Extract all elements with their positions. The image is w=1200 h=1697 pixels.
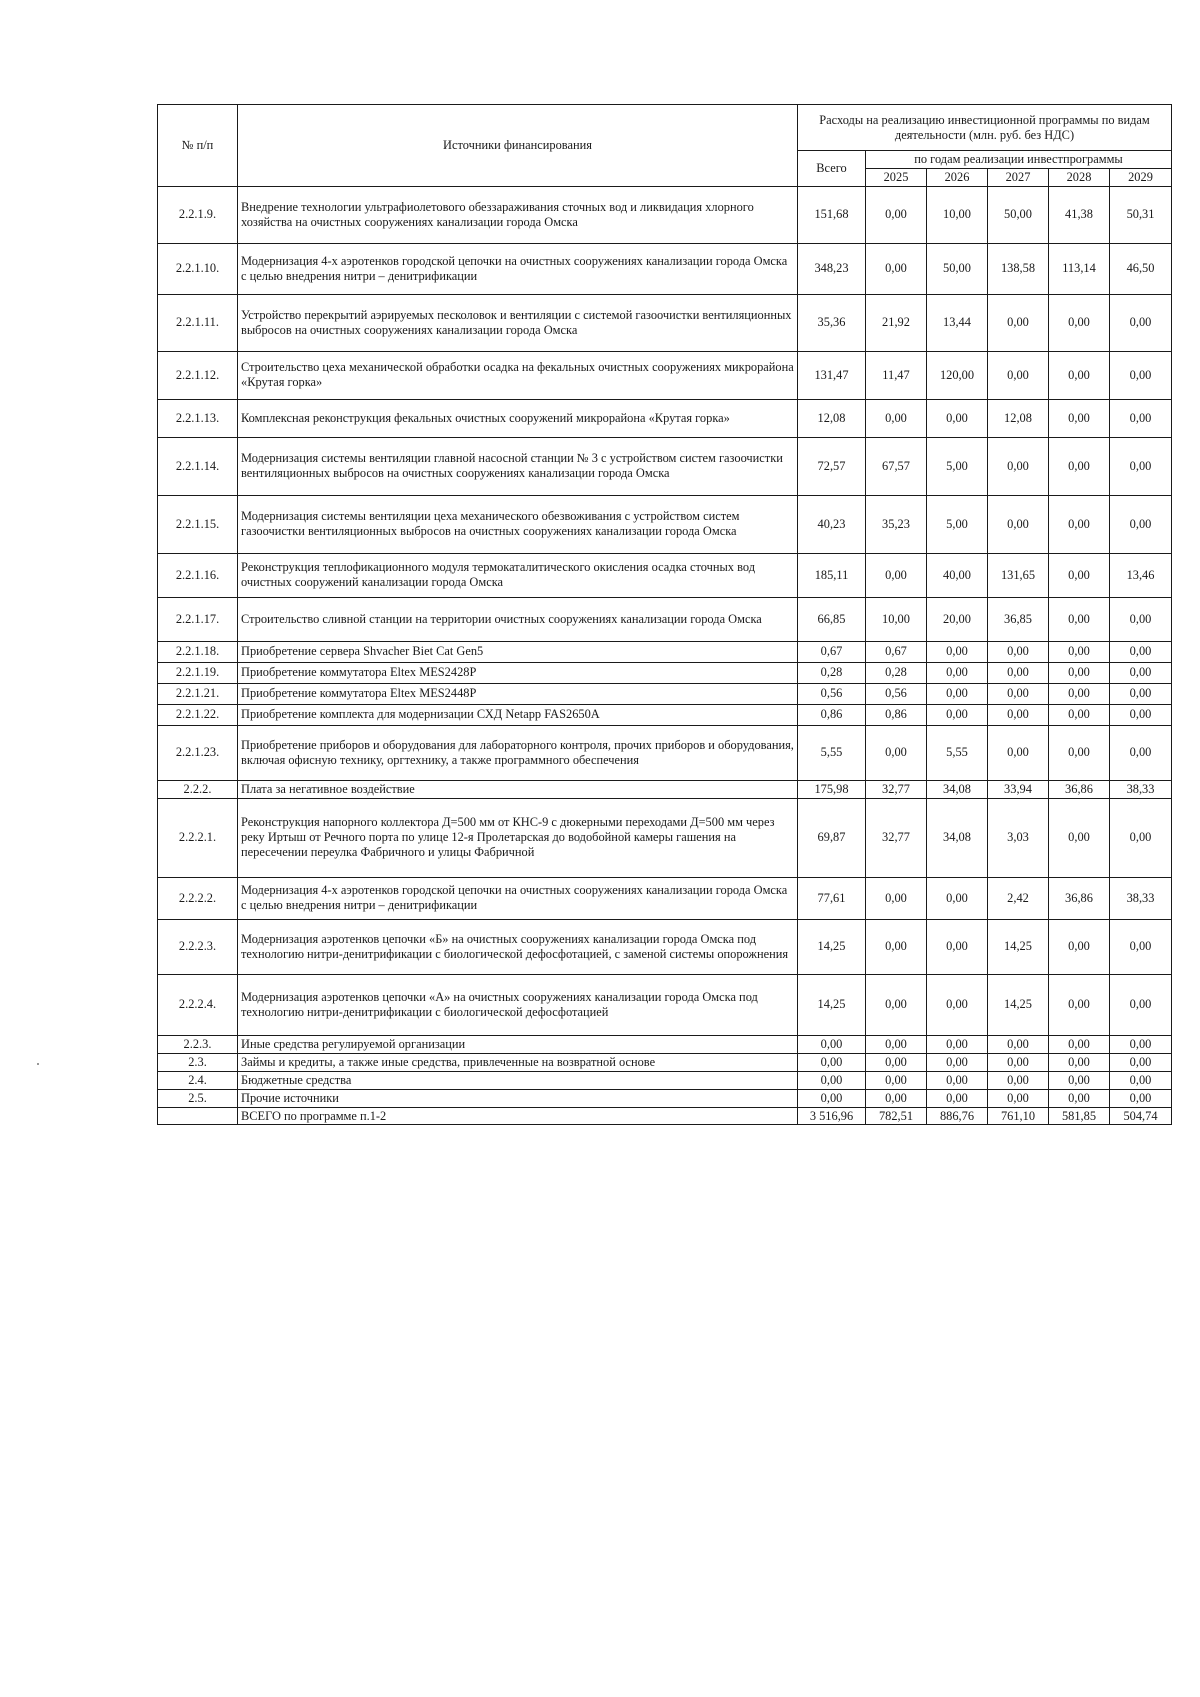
row-number: 2.2.1.21. (158, 683, 238, 704)
row-year-value: 0,00 (1110, 919, 1172, 974)
row-year-value: 0,00 (988, 1053, 1049, 1071)
scan-speck (37, 1063, 39, 1065)
row-year-value: 0,00 (927, 641, 988, 662)
row-year-value: 0,00 (1049, 495, 1110, 553)
row-total-value: 0,28 (798, 662, 866, 683)
row-year-value: 0,00 (988, 1089, 1049, 1107)
row-year-value: 20,00 (927, 597, 988, 641)
row-year-value: 13,46 (1110, 553, 1172, 597)
row-total-value: 77,61 (798, 877, 866, 919)
row-year-value: 0,00 (1049, 662, 1110, 683)
row-year-value: 0,00 (1110, 597, 1172, 641)
row-year-value: 0,00 (1110, 399, 1172, 437)
row-source: Модернизация аэротенков цепочки «А» на очистных сооружениях канализации города Омска под технологию нитри-денитрификации с биологической дефосфотацией (238, 974, 798, 1035)
row-year-value: 0,00 (1110, 798, 1172, 877)
row-year-value: 0,00 (1049, 437, 1110, 495)
row-source: Внедрение технологии ультрафиолетового обеззараживания сточных вод и ликвидация хлорного хозяйства на очистных сооружениях канализации города Омска (238, 186, 798, 243)
row-source: Модернизация 4-х аэротенков городской цепочки на очистных сооружениях канализации города Омска с целью внедрения нитри – денитрификации (238, 877, 798, 919)
row-number: 2.2.1.13. (158, 399, 238, 437)
row-year-value: 13,44 (927, 294, 988, 351)
row-year-value: 0,00 (988, 294, 1049, 351)
row-total-value: 14,25 (798, 974, 866, 1035)
table-row (158, 186, 1172, 243)
row-number: 2.2.1.22. (158, 704, 238, 725)
row-number: 2.2.1.17. (158, 597, 238, 641)
row-year-value: 0,00 (1049, 351, 1110, 399)
table-row (158, 1089, 1172, 1107)
row-year-value: 38,33 (1110, 877, 1172, 919)
row-year-value: 0,00 (866, 877, 927, 919)
row-total-value: 0,00 (798, 1053, 866, 1071)
table-row (158, 704, 1172, 725)
row-year-value: 782,51 (866, 1107, 927, 1125)
table-body (158, 186, 1172, 1125)
table-row (158, 495, 1172, 553)
row-number: 2.4. (158, 1071, 238, 1089)
row-year-value: 14,25 (988, 919, 1049, 974)
row-total-value: 185,11 (798, 553, 866, 597)
row-number: 2.2.2.2. (158, 877, 238, 919)
table-row (158, 1071, 1172, 1089)
table-row (158, 1035, 1172, 1053)
table-row (158, 725, 1172, 780)
row-year-value: 32,77 (866, 780, 927, 798)
row-year-value: 0,00 (988, 495, 1049, 553)
row-year-value: 0,00 (866, 974, 927, 1035)
table-header (158, 105, 1172, 187)
row-total-value: 0,86 (798, 704, 866, 725)
row-year-value: 0,00 (1110, 1053, 1172, 1071)
row-year-value: 504,74 (1110, 1107, 1172, 1125)
row-year-value: 5,00 (927, 495, 988, 553)
row-total-value: 348,23 (798, 243, 866, 294)
row-year-value: 0,00 (1049, 798, 1110, 877)
row-total-value: 0,00 (798, 1089, 866, 1107)
row-year-value: 36,85 (988, 597, 1049, 641)
table-row (158, 877, 1172, 919)
row-year-value: 0,00 (1110, 294, 1172, 351)
row-year-value: 0,00 (927, 662, 988, 683)
row-number: 2.2.2.3. (158, 919, 238, 974)
row-year-value: 0,00 (866, 725, 927, 780)
row-number: 2.2.2. (158, 780, 238, 798)
row-year-value: 0,00 (866, 243, 927, 294)
row-number: 2.2.1.18. (158, 641, 238, 662)
row-year-value: 50,00 (927, 243, 988, 294)
row-year-value: 0,00 (988, 437, 1049, 495)
table-row (158, 399, 1172, 437)
row-year-value: 0,00 (866, 1053, 927, 1071)
row-total-value: 69,87 (798, 798, 866, 877)
row-year-value: 34,08 (927, 780, 988, 798)
row-year-value: 0,00 (1049, 597, 1110, 641)
row-year-value: 10,00 (866, 597, 927, 641)
total-column-header: Всего (798, 151, 866, 187)
row-year-value: 0,00 (1049, 725, 1110, 780)
row-year-value: 34,08 (927, 798, 988, 877)
row-total-value: 131,47 (798, 351, 866, 399)
row-year-value: 0,00 (927, 974, 988, 1035)
table-row (158, 641, 1172, 662)
row-year-value: 0,00 (1110, 1089, 1172, 1107)
row-year-value: 886,76 (927, 1107, 988, 1125)
row-source: Приобретение комплекта для модернизации СХД Netapp FAS2650A (238, 704, 798, 725)
row-year-value: 761,10 (988, 1107, 1049, 1125)
row-year-value: 3,03 (988, 798, 1049, 877)
row-year-value: 0,00 (1049, 294, 1110, 351)
row-source: Приобретение приборов и оборудования для лабораторного контроля, прочих приборов и оборудования, включая офисную технику, оргтехнику, а также программного обеспечения (238, 725, 798, 780)
row-number: 2.2.1.23. (158, 725, 238, 780)
num-column-header: № п/п (158, 105, 238, 187)
row-year-value: 0,00 (1110, 662, 1172, 683)
row-year-value: 0,00 (1110, 351, 1172, 399)
row-year-value: 120,00 (927, 351, 988, 399)
row-year-value: 14,25 (988, 974, 1049, 1035)
row-year-value: 0,00 (1049, 919, 1110, 974)
row-year-value: 0,00 (927, 704, 988, 725)
row-number: 2.5. (158, 1089, 238, 1107)
row-year-value: 33,94 (988, 780, 1049, 798)
row-year-value: 0,00 (1049, 399, 1110, 437)
row-source: Приобретение коммутатора Eltex MES2448P (238, 683, 798, 704)
table-row (158, 553, 1172, 597)
row-year-value: 0,00 (1049, 1089, 1110, 1107)
row-number: 2.2.2.4. (158, 974, 238, 1035)
row-year-value: 0,00 (927, 399, 988, 437)
row-number: 2.2.1.16. (158, 553, 238, 597)
row-year-value: 0,00 (988, 704, 1049, 725)
year-header: 2028 (1049, 168, 1110, 186)
row-source: Плата за негативное воздействие (238, 780, 798, 798)
row-year-value: 0,00 (1049, 1071, 1110, 1089)
row-source: Комплексная реконструкция фекальных очистных сооружений микрорайона «Крутая горка» (238, 399, 798, 437)
row-year-value: 32,77 (866, 798, 927, 877)
row-year-value: 0,00 (1049, 704, 1110, 725)
row-year-value: 0,56 (866, 683, 927, 704)
row-year-value: 0,00 (927, 683, 988, 704)
row-year-value: 0,00 (1049, 641, 1110, 662)
row-year-value: 67,57 (866, 437, 927, 495)
row-year-value: 0,00 (866, 553, 927, 597)
table-row (158, 294, 1172, 351)
row-number: 2.2.3. (158, 1035, 238, 1053)
row-year-value: 0,00 (1049, 553, 1110, 597)
row-year-value: 41,38 (1049, 186, 1110, 243)
row-total-value: 35,36 (798, 294, 866, 351)
row-source: Устройство перекрытий аэрируемых песколовок и вентиляции с системой газоочистки вентиляционных выбросов на очистных сооружениях канализации города Омска (238, 294, 798, 351)
total-row (158, 1107, 1172, 1125)
row-year-value: 50,00 (988, 186, 1049, 243)
row-year-value: 0,00 (1110, 1035, 1172, 1053)
row-total-value: 3 516,96 (798, 1107, 866, 1125)
row-source: Модернизация системы вентиляции цеха механического обезвоживания с устройством систем газоочистки вентиляционных выбросов на очистных сооружениях канализации города Омска (238, 495, 798, 553)
row-source: Приобретение коммутатора Eltex MES2428P (238, 662, 798, 683)
row-year-value: 0,00 (927, 1035, 988, 1053)
row-year-value: 0,00 (1110, 704, 1172, 725)
row-year-value: 0,00 (866, 186, 927, 243)
row-number: 2.2.1.19. (158, 662, 238, 683)
row-source: Модернизация системы вентиляции главной насосной станции № 3 с устройством систем газоочистки вентиляционных выбросов на очистных сооружениях канализации города Омска (238, 437, 798, 495)
row-source: Займы и кредиты, а также иные средства, привлеченные на возвратной основе (238, 1053, 798, 1071)
row-year-value: 12,08 (988, 399, 1049, 437)
row-year-value: 138,58 (988, 243, 1049, 294)
year-header: 2026 (927, 168, 988, 186)
row-total-value: 12,08 (798, 399, 866, 437)
expenses-header: Расходы на реализацию инвестиционной программы по видам деятельности (млн. руб. без НДС) (798, 105, 1172, 151)
row-total-value: 66,85 (798, 597, 866, 641)
source-column-header: Источники финансирования (238, 105, 798, 187)
table-row (158, 437, 1172, 495)
row-total-value: 0,00 (798, 1071, 866, 1089)
row-year-value: 40,00 (927, 553, 988, 597)
table-row (158, 597, 1172, 641)
row-year-value: 0,00 (988, 725, 1049, 780)
year-header: 2027 (988, 168, 1049, 186)
row-number: 2.2.1.9. (158, 186, 238, 243)
row-source: Бюджетные средства (238, 1071, 798, 1089)
row-number: 2.2.1.14. (158, 437, 238, 495)
investment-program-table (157, 104, 1172, 1125)
row-year-value: 0,00 (988, 683, 1049, 704)
row-year-value: 0,28 (866, 662, 927, 683)
row-number: 2.2.1.11. (158, 294, 238, 351)
year-header: 2029 (1110, 168, 1172, 186)
table-row (158, 351, 1172, 399)
row-year-value: 35,23 (866, 495, 927, 553)
row-year-value: 0,00 (1110, 974, 1172, 1035)
row-total-value: 175,98 (798, 780, 866, 798)
years-header: по годам реализации инвестпрограммы (866, 151, 1172, 169)
row-year-value: 0,00 (988, 641, 1049, 662)
row-year-value: 5,55 (927, 725, 988, 780)
row-year-value: 46,50 (1110, 243, 1172, 294)
row-year-value: 0,00 (1110, 683, 1172, 704)
table-row (158, 780, 1172, 798)
row-year-value: 11,47 (866, 351, 927, 399)
row-year-value: 0,00 (1110, 437, 1172, 495)
table-row (158, 919, 1172, 974)
row-total-value: 40,23 (798, 495, 866, 553)
row-year-value: 0,00 (1049, 974, 1110, 1035)
row-year-value: 21,92 (866, 294, 927, 351)
row-number: 2.2.2.1. (158, 798, 238, 877)
row-year-value: 0,00 (866, 919, 927, 974)
row-number: 2.2.1.15. (158, 495, 238, 553)
table-row (158, 798, 1172, 877)
row-total-value: 72,57 (798, 437, 866, 495)
row-total-value: 0,56 (798, 683, 866, 704)
row-year-value: 36,86 (1049, 877, 1110, 919)
row-year-value: 131,65 (988, 553, 1049, 597)
row-year-value: 0,00 (866, 1089, 927, 1107)
row-year-value: 0,00 (866, 1035, 927, 1053)
row-year-value: 10,00 (927, 186, 988, 243)
row-total-value: 5,55 (798, 725, 866, 780)
table-row (158, 974, 1172, 1035)
row-year-value: 0,00 (866, 1071, 927, 1089)
row-year-value: 0,00 (988, 1071, 1049, 1089)
row-year-value: 113,14 (1049, 243, 1110, 294)
row-year-value: 0,67 (866, 641, 927, 662)
row-year-value: 0,00 (1110, 641, 1172, 662)
row-source: Реконструкция теплофикационного модуля термокаталитического окисления осадка сточных вод очистных сооружений канализации города Омска (238, 553, 798, 597)
row-source: ВСЕГО по программе п.1-2 (238, 1107, 798, 1125)
row-year-value: 0,00 (988, 1035, 1049, 1053)
row-number: 2.3. (158, 1053, 238, 1071)
row-total-value: 0,00 (798, 1035, 866, 1053)
row-source: Модернизация аэротенков цепочки «Б» на очистных сооружениях канализации города Омска под технологию нитри-денитрификации с биологической дефосфотацией, с заменой системы опорожнения (238, 919, 798, 974)
row-year-value: 0,00 (1049, 1035, 1110, 1053)
row-source: Реконструкция напорного коллектора Д=500 мм от КНС-9 с дюкерными переходами Д=500 мм через реку Иртыш от Речного порта по улице 12-я Пролетарская до водобойной камеры гашения на пересечении переулка Фабричного и улицы Фабричной (238, 798, 798, 877)
row-source: Строительство сливной станции на территории очистных сооружениях канализации города Омска (238, 597, 798, 641)
row-year-value: 0,00 (1049, 683, 1110, 704)
row-year-value: 0,00 (927, 1053, 988, 1071)
row-year-value: 0,86 (866, 704, 927, 725)
row-number: 2.2.1.12. (158, 351, 238, 399)
row-year-value: 0,00 (866, 399, 927, 437)
row-year-value: 2,42 (988, 877, 1049, 919)
table-row (158, 1053, 1172, 1071)
row-year-value: 0,00 (1049, 1053, 1110, 1071)
row-total-value: 14,25 (798, 919, 866, 974)
row-source: Модернизация 4-х аэротенков городской цепочки на очистных сооружениях канализации города Омска с целью внедрения нитри – денитрификации (238, 243, 798, 294)
table-row (158, 683, 1172, 704)
row-source: Строительство цеха механической обработки осадка на фекальных очистных сооружениях микрорайона «Крутая горка» (238, 351, 798, 399)
table-row (158, 662, 1172, 683)
row-year-value: 0,00 (927, 919, 988, 974)
row-total-value: 151,68 (798, 186, 866, 243)
year-header: 2025 (866, 168, 927, 186)
row-source: Приобретение сервера Shvacher Biet Cat Gen5 (238, 641, 798, 662)
row-year-value: 0,00 (927, 1089, 988, 1107)
row-number (158, 1107, 238, 1125)
row-number: 2.2.1.10. (158, 243, 238, 294)
row-year-value: 0,00 (988, 351, 1049, 399)
row-total-value: 0,67 (798, 641, 866, 662)
row-year-value: 0,00 (1110, 495, 1172, 553)
row-year-value: 581,85 (1049, 1107, 1110, 1125)
row-year-value: 50,31 (1110, 186, 1172, 243)
row-year-value: 0,00 (1110, 1071, 1172, 1089)
row-year-value: 0,00 (1110, 725, 1172, 780)
row-source: Иные средства регулируемой организации (238, 1035, 798, 1053)
row-year-value: 5,00 (927, 437, 988, 495)
row-year-value: 0,00 (988, 662, 1049, 683)
row-source: Прочие источники (238, 1089, 798, 1107)
table-row (158, 243, 1172, 294)
row-year-value: 38,33 (1110, 780, 1172, 798)
row-year-value: 0,00 (927, 1071, 988, 1089)
row-year-value: 36,86 (1049, 780, 1110, 798)
row-year-value: 0,00 (927, 877, 988, 919)
